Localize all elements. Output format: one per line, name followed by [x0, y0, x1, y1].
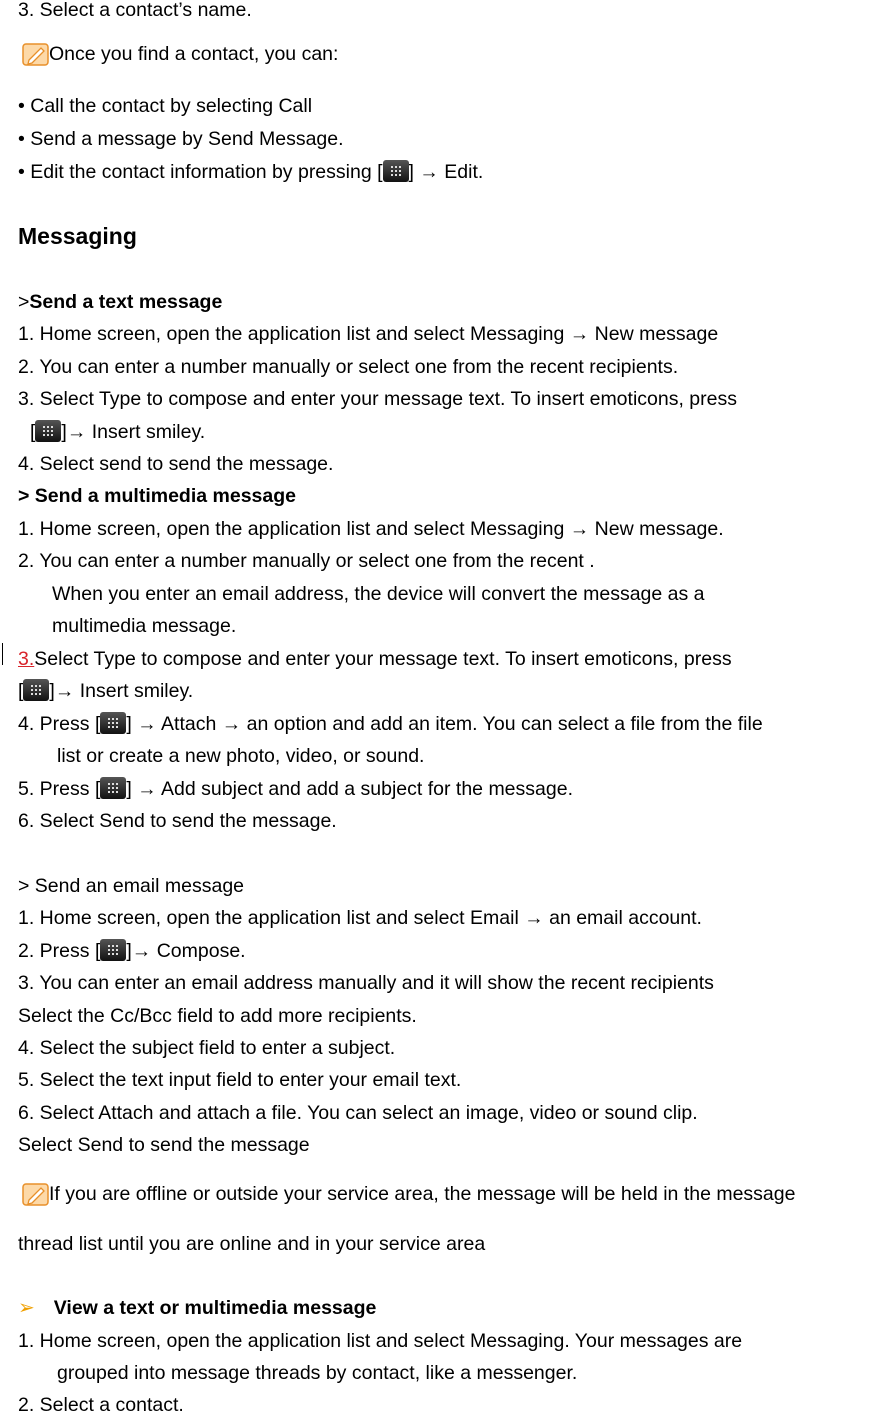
text-part: [ — [18, 680, 24, 702]
text-part: 2. Press [ — [18, 940, 101, 962]
step: 5. Select the text input field to enter your email text. — [18, 1069, 462, 1091]
note-text-cont: thread list until you are online and in your service area — [18, 1233, 486, 1255]
text-part: 4. Press [ — [18, 713, 101, 735]
note-text: Once you find a contact, you can: — [49, 43, 339, 65]
menu-grid-icon — [23, 679, 49, 701]
note-pencil-icon — [22, 43, 49, 66]
step — [18, 939, 246, 963]
text-part: ] → Add subject and add a subject for the message. — [126, 778, 573, 800]
text-part: Select Type to compose and enter your message text. To insert emoticons, press — [34, 648, 732, 670]
menu-grid-icon — [383, 160, 409, 182]
step — [18, 777, 573, 801]
text-part: ] → Attach → an option and add an item. You can select a file from the file — [126, 713, 763, 735]
section-send-text — [18, 290, 222, 314]
text-part: ]→ Insert smiley. — [49, 680, 194, 702]
arrow-bullet-icon: ➢ — [18, 1297, 35, 1319]
note-pencil-icon — [22, 1183, 49, 1206]
section-view-message — [18, 1296, 376, 1320]
step: 2. You can enter a number manually or select one from the recent . — [18, 550, 595, 572]
section-send-email: > Send an email message — [18, 875, 245, 897]
step: Select the Cc/Bcc field to add more recipients. — [18, 1005, 417, 1027]
text-part: ]→ Compose. — [126, 940, 246, 962]
text-part: 5. Press [ — [18, 778, 101, 800]
step-cont — [18, 679, 193, 703]
menu-grid-icon — [100, 777, 126, 799]
text-part: • Edit the contact information by pressing [ — [18, 161, 383, 183]
step: 1. Home screen, open the application list and select Messaging → New message. — [18, 518, 724, 540]
step: 1. Home screen, open the application list and select Email → an email account. — [18, 907, 702, 929]
step: 4. Select send to send the message. — [18, 453, 334, 475]
step: Select Send to send the message — [18, 1134, 310, 1156]
bullet-send: • Send a message by Send Message. — [18, 128, 344, 150]
step: 2. Select a contact. — [18, 1394, 184, 1416]
step-cont — [30, 420, 205, 444]
step-cont: list or create a new photo, video, or sound. — [57, 745, 425, 767]
step-number: 3. — [18, 648, 35, 670]
text-part: [ — [30, 421, 36, 443]
change-bar — [2, 643, 3, 665]
step-cont: multimedia message. — [52, 615, 237, 637]
step: 1. Home screen, open the application list and select Messaging → New message — [18, 323, 719, 345]
section-title: Send a text message — [29, 291, 223, 313]
menu-grid-icon — [100, 712, 126, 734]
step-cont: grouped into message threads by contact, like a messenger. — [57, 1362, 578, 1384]
menu-grid-icon — [35, 420, 61, 442]
step: 6. Select Send to send the message. — [18, 810, 337, 832]
section-title: View a text or multimedia message — [53, 1297, 377, 1319]
step — [18, 647, 732, 671]
step: 3. Select Type to compose and enter your message text. To insert emoticons, press — [18, 388, 737, 410]
section-send-multimedia: > Send a multimedia message — [18, 485, 296, 507]
step: 1. Home screen, open the application list and select Messaging. Your messages are — [18, 1330, 743, 1352]
heading-messaging: Messaging — [18, 223, 137, 249]
step-3-select-name: 3. Select a contact’s name. — [18, 0, 252, 21]
step — [18, 712, 763, 736]
note-text: If you are offline or outside your service area, the message will be held in the message — [49, 1183, 796, 1205]
text-part: ]→ Insert smiley. — [61, 421, 206, 443]
bullet-call: • Call the contact by selecting Call — [18, 95, 313, 117]
step: 2. You can enter a number manually or select one from the recent recipients. — [18, 356, 679, 378]
step: 6. Select Attach and attach a file. You can select an image, video or sound clip. — [18, 1102, 698, 1124]
menu-grid-icon — [100, 939, 126, 961]
note-line — [22, 1182, 795, 1206]
step-cont: When you enter an email address, the device will convert the message as a — [52, 583, 705, 605]
text-part: ] → Edit. — [408, 161, 484, 183]
note-line — [22, 42, 338, 66]
bullet-edit — [18, 160, 483, 184]
step: 4. Select the subject field to enter a subject. — [18, 1037, 396, 1059]
prefix: > — [18, 291, 30, 313]
step: 3. You can enter an email address manually and it will show the recent recipients — [18, 972, 714, 994]
